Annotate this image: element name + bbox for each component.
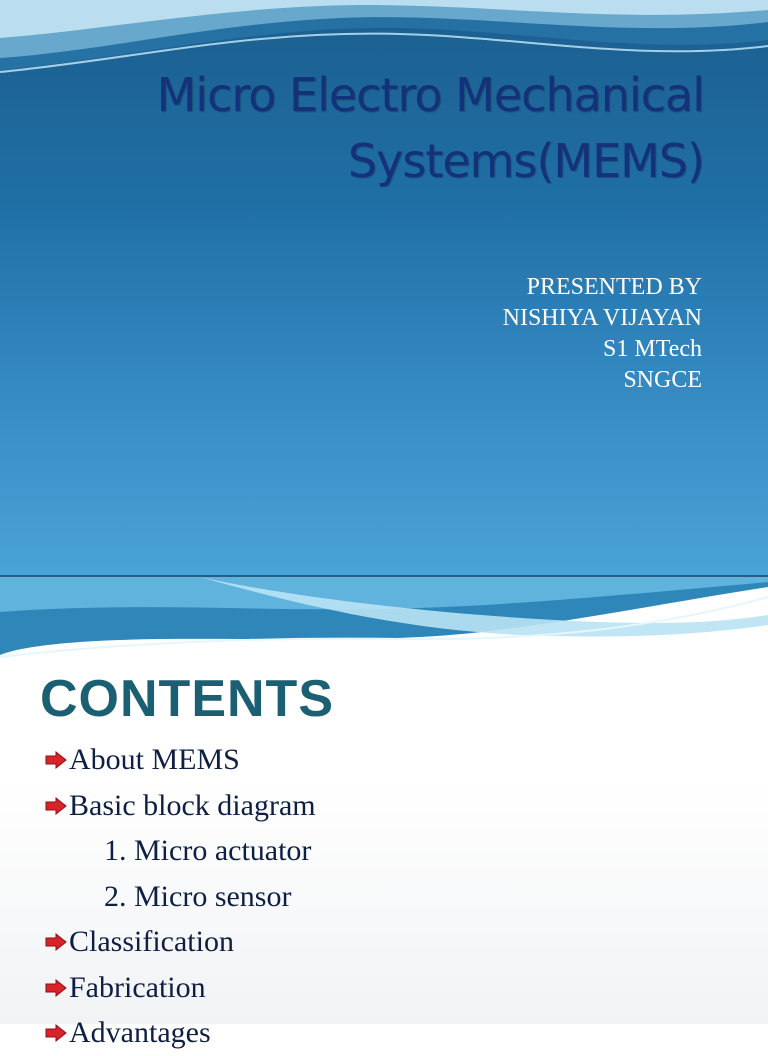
list-item-label: 2. Micro sensor (104, 879, 292, 913)
contents-slide (0, 577, 768, 1049)
presenter-block (302, 272, 702, 396)
list-item (44, 965, 316, 1011)
list-item (44, 1010, 316, 1056)
presenter-name: NISHIYA VIJAYAN (502, 305, 702, 331)
list-item (44, 783, 316, 829)
list-item-label: Basic block diagram (69, 788, 316, 822)
title-line-2: Systems(MEMS) (347, 134, 704, 188)
title-line-1: Micro Electro Mechanical (156, 68, 704, 122)
list-item (44, 919, 316, 965)
right-arrow-icon (44, 752, 68, 768)
list-item-label: 1. Micro actuator (104, 834, 312, 867)
list-item-label: About MEMS (69, 743, 240, 776)
list-subitem (44, 874, 316, 920)
right-arrow-icon (44, 934, 68, 950)
presenter-college: SNGCE (623, 367, 702, 393)
wave-decoration (0, 577, 768, 672)
presenter-course: S1 MTech (603, 336, 702, 362)
slide-title (20, 62, 704, 194)
list-item-label: Classification (69, 925, 234, 958)
list-item-label: Fabrication (69, 970, 206, 1004)
slide-heading: CONTENTS (40, 670, 334, 728)
right-arrow-icon (44, 980, 68, 996)
presenter-line: PRESENTED BY (526, 274, 702, 300)
list-subitem (44, 828, 316, 874)
right-arrow-icon (44, 1025, 68, 1041)
right-arrow-icon (44, 798, 68, 814)
list-item (44, 737, 316, 783)
list-item-label: Advantages (69, 1016, 211, 1049)
contents-list (44, 737, 316, 1056)
